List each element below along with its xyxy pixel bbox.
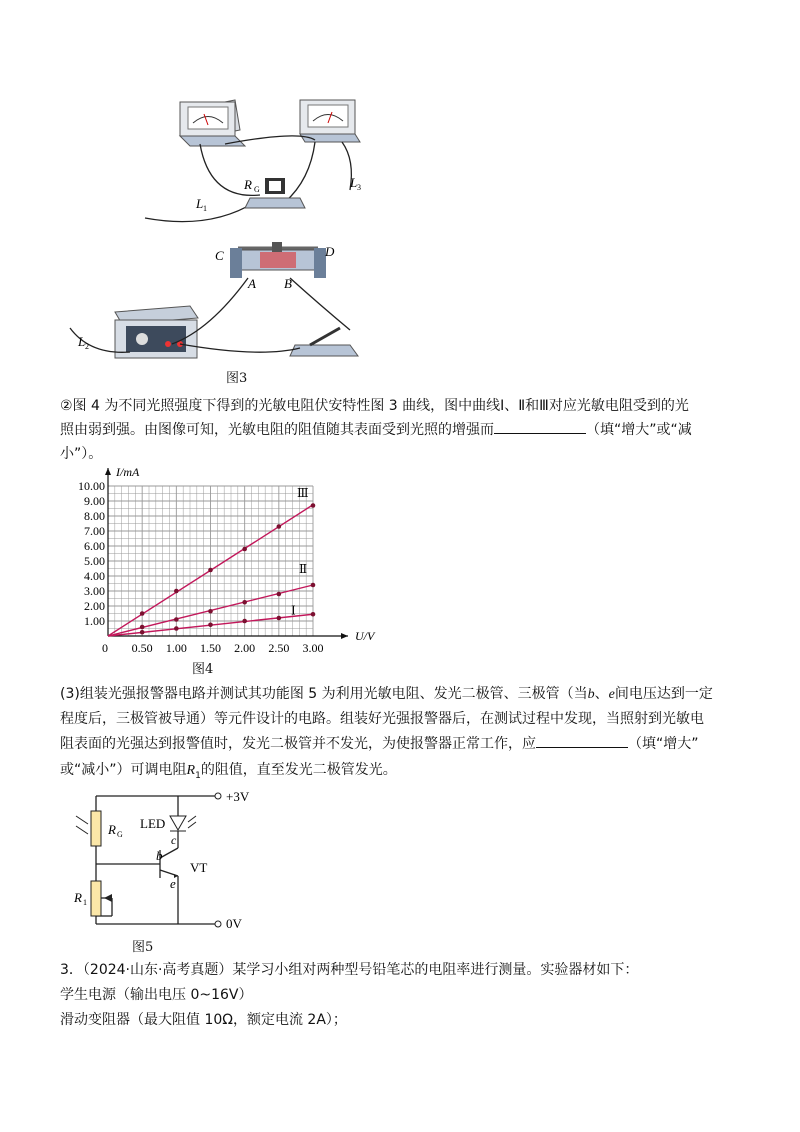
data-point <box>311 583 316 588</box>
label-c: C <box>215 248 224 263</box>
y-tick-label: 8.00 <box>84 509 105 523</box>
figure-5-caption: 图5 <box>132 940 154 955</box>
terminal-ground-icon <box>215 921 221 927</box>
data-point <box>277 616 282 621</box>
rheostat-icon <box>230 242 326 278</box>
data-point <box>311 503 316 508</box>
svg-text:G: G <box>254 185 260 194</box>
label-b: B <box>284 276 292 291</box>
q3-line-1: (3)组装光强报警器电路并测试其功能图 5 为利用光敏电阻、发光二极管、三极管（当b、e间电压达到一定 <box>60 686 713 702</box>
label-plus-3v: +3V <box>226 789 250 804</box>
q4-line-1: 3．（2024·山东·高考真题）某学习小组对两种型号铅笔芯的电阻率进行测量。实验器材如下： <box>60 962 639 978</box>
ammeter-icon <box>300 100 360 142</box>
data-point <box>140 630 145 635</box>
data-point <box>242 547 247 552</box>
series-label: Ⅰ <box>291 603 296 618</box>
q2-line-3: 小”）。 <box>60 446 103 462</box>
x-tick-label: 1.50 <box>200 641 221 655</box>
x-tick-label: 0.50 <box>131 641 153 655</box>
data-point <box>311 612 316 617</box>
figure-4-caption: 图4 <box>192 662 214 677</box>
data-point <box>174 626 179 631</box>
q3-line-2: 程度后，三极管被导通）等元件设计的电路。组装好光强报警器后，在测试过程中发现，当照射到光敏电 <box>60 711 704 727</box>
label-led: LED <box>140 816 166 831</box>
svg-text:G: G <box>117 830 123 839</box>
data-point <box>174 617 179 622</box>
label-rg: R <box>244 177 252 192</box>
figure-3-caption: 图3 <box>226 371 248 386</box>
led-icon <box>170 816 196 831</box>
data-point <box>140 611 145 616</box>
data-point <box>174 589 179 594</box>
photoresistor-rg-icon <box>91 811 101 846</box>
data-point <box>208 568 213 573</box>
svg-text:1: 1 <box>83 898 87 907</box>
q2-line-1: ②图 4 为不同光照强度下得到的光敏电阻伏安特性图 3 曲线，图中曲线Ⅰ、Ⅱ和Ⅲ对应光敏电阻受到的光 <box>60 398 689 414</box>
svg-text:1: 1 <box>203 204 207 213</box>
data-point <box>277 524 282 529</box>
label-l2: L <box>78 334 86 349</box>
svg-text:3: 3 <box>357 183 361 192</box>
label-r1: R <box>74 890 82 905</box>
y-tick-label: 1.00 <box>84 614 105 628</box>
x-tick-label: 3.00 <box>302 641 324 655</box>
y-tick-label: 10.00 <box>78 479 105 493</box>
y-axis-label: I/mA <box>116 465 140 479</box>
label-l1: L <box>196 196 204 211</box>
chart-axes <box>105 465 376 643</box>
y-tick-label: 9.00 <box>84 494 105 508</box>
data-point <box>140 625 145 630</box>
series-label: Ⅲ <box>297 485 309 500</box>
figure-5-circuit <box>60 786 280 936</box>
data-point <box>208 609 213 614</box>
data-point <box>242 600 247 605</box>
svg-text:2: 2 <box>85 342 89 351</box>
y-tick-label: 2.00 <box>84 599 105 613</box>
power-supply-icon <box>115 306 198 358</box>
data-point <box>208 622 213 627</box>
q3-answer-blank[interactable] <box>536 733 628 748</box>
q4-line-3: 滑动变阻器（最大阻值 10Ω，额定电流 2A）； <box>60 1012 347 1028</box>
label-e: e <box>170 876 176 891</box>
x-tick-label: 1.00 <box>165 641 187 655</box>
slider-arrow-icon <box>104 894 112 902</box>
y-axis-arrow-icon <box>105 468 111 475</box>
data-point <box>242 619 247 624</box>
label-a: A <box>248 276 256 291</box>
label-d: D <box>325 244 335 259</box>
light-arrows-icon <box>76 816 88 834</box>
x-tick-label: 2.50 <box>268 641 290 655</box>
y-tick-label: 5.00 <box>84 554 105 568</box>
q3-line-4: 或“减小”）可调电阻$R_1$的阻值，直至发光二极管发光。 <box>60 762 397 781</box>
label-c: c <box>171 833 177 847</box>
q2-line-2: 照由弱到强。由图像可知，光敏电阻的阻值随其表面受到光照的增强而 （填“增大”或“减 <box>60 418 692 442</box>
switch-icon <box>290 328 358 356</box>
terminal-plus-icon <box>215 793 221 799</box>
x-axis-label: U/V <box>355 629 375 643</box>
label-l3: L <box>350 175 358 190</box>
label-vt: VT <box>190 860 208 875</box>
label-0v: 0V <box>226 916 242 931</box>
y-tick-label: 4.00 <box>84 569 105 583</box>
label-b: b <box>156 848 163 863</box>
x-tick-label: 2.00 <box>234 641 256 655</box>
y-tick-label: 3.00 <box>84 584 105 598</box>
q2-answer-blank[interactable] <box>494 419 586 434</box>
voltmeter-icon <box>180 100 245 146</box>
x-axis-arrow-icon <box>341 633 348 639</box>
y-tick-label: 7.00 <box>84 524 105 538</box>
figure-3-apparatus <box>60 90 380 370</box>
figure-4-iv-chart <box>60 464 380 674</box>
label-rg: R <box>108 822 116 837</box>
q3-line-3: 阻表面的光强达到报警值时，发光二极管并不发光，为使报警器正常工作，应 （填“增大” <box>60 732 699 756</box>
q4-line-2: 学生电源（输出电压 0~16V） <box>60 987 253 1003</box>
y-tick-label: 6.00 <box>84 539 105 553</box>
x-tick-label: 0 <box>102 641 108 655</box>
variable-resistor-r1-icon <box>91 881 101 916</box>
series-label: Ⅱ <box>299 562 308 576</box>
data-point <box>277 592 282 597</box>
